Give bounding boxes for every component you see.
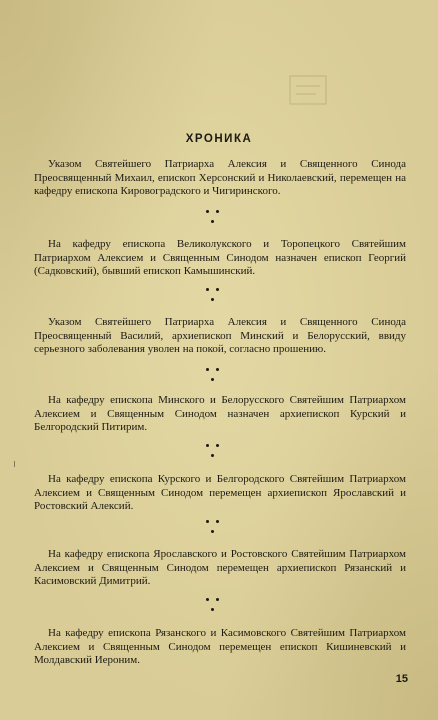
margin-mark [14,461,15,467]
chronicle-entry-5: На кафедру епископа Курского и Белгородского Святейшим Патриархом Алексием и Священным Синодом перемещен архиепископ Ярославский и Ростовский Алексий. [34,473,406,513]
asterism-divider-6 [0,596,438,618]
section-title: ХРОНИКА [185,133,253,145]
asterism-divider-2 [0,286,438,308]
chronicle-entry-1: Указом Святейшего Патриарха Алексия и Священного Синода Преосвященный Михаил, епископ Херсонский и Николаевский, перемещен на кафедру епископа Кировоградского и Чигиринского. [34,158,406,198]
chronicle-entry-6: На кафедру епископа Ярославского и Ростовского Святейшим Патриархом Алексием и Священным Синодом перемещен архиепископ Рязанский и Касимовский Димитрий. [34,548,406,588]
asterism-divider-4 [0,442,438,464]
page-number: 15 [395,673,408,685]
chronicle-entry-2: На кафедру епископа Великолукского и Торопецкого Святейшим Патриархом Алексием и Священным Синодом назначен епископ Георгий (Садковский), бывший епископ Камышинский. [34,238,406,278]
asterism-divider-5 [0,518,438,540]
asterism-divider-1 [0,208,438,230]
chronicle-entry-7: На кафедру епископа Рязанского и Касимовского Святейшим Патриархом Алексием и Священным Синодом перемещен епископ Кишиневский и Молдавский Иероним. [34,627,406,667]
asterism-divider-3 [0,366,438,388]
faint-library-stamp [288,74,328,106]
chronicle-entry-3: Указом Святейшего Патриарха Алексия и Священного Синода Преосвященный Василий, архиепископ Минский и Белорусский, ввиду серьезного заболевания уволен на покой, согласно прошению. [34,316,406,356]
chronicle-entry-4: На кафедру епископа Минского и Белорусского Святейшим Патриархом Алексием и Священным Синодом назначен архиепископ Курский и Белгородский Питирим. [34,394,406,434]
